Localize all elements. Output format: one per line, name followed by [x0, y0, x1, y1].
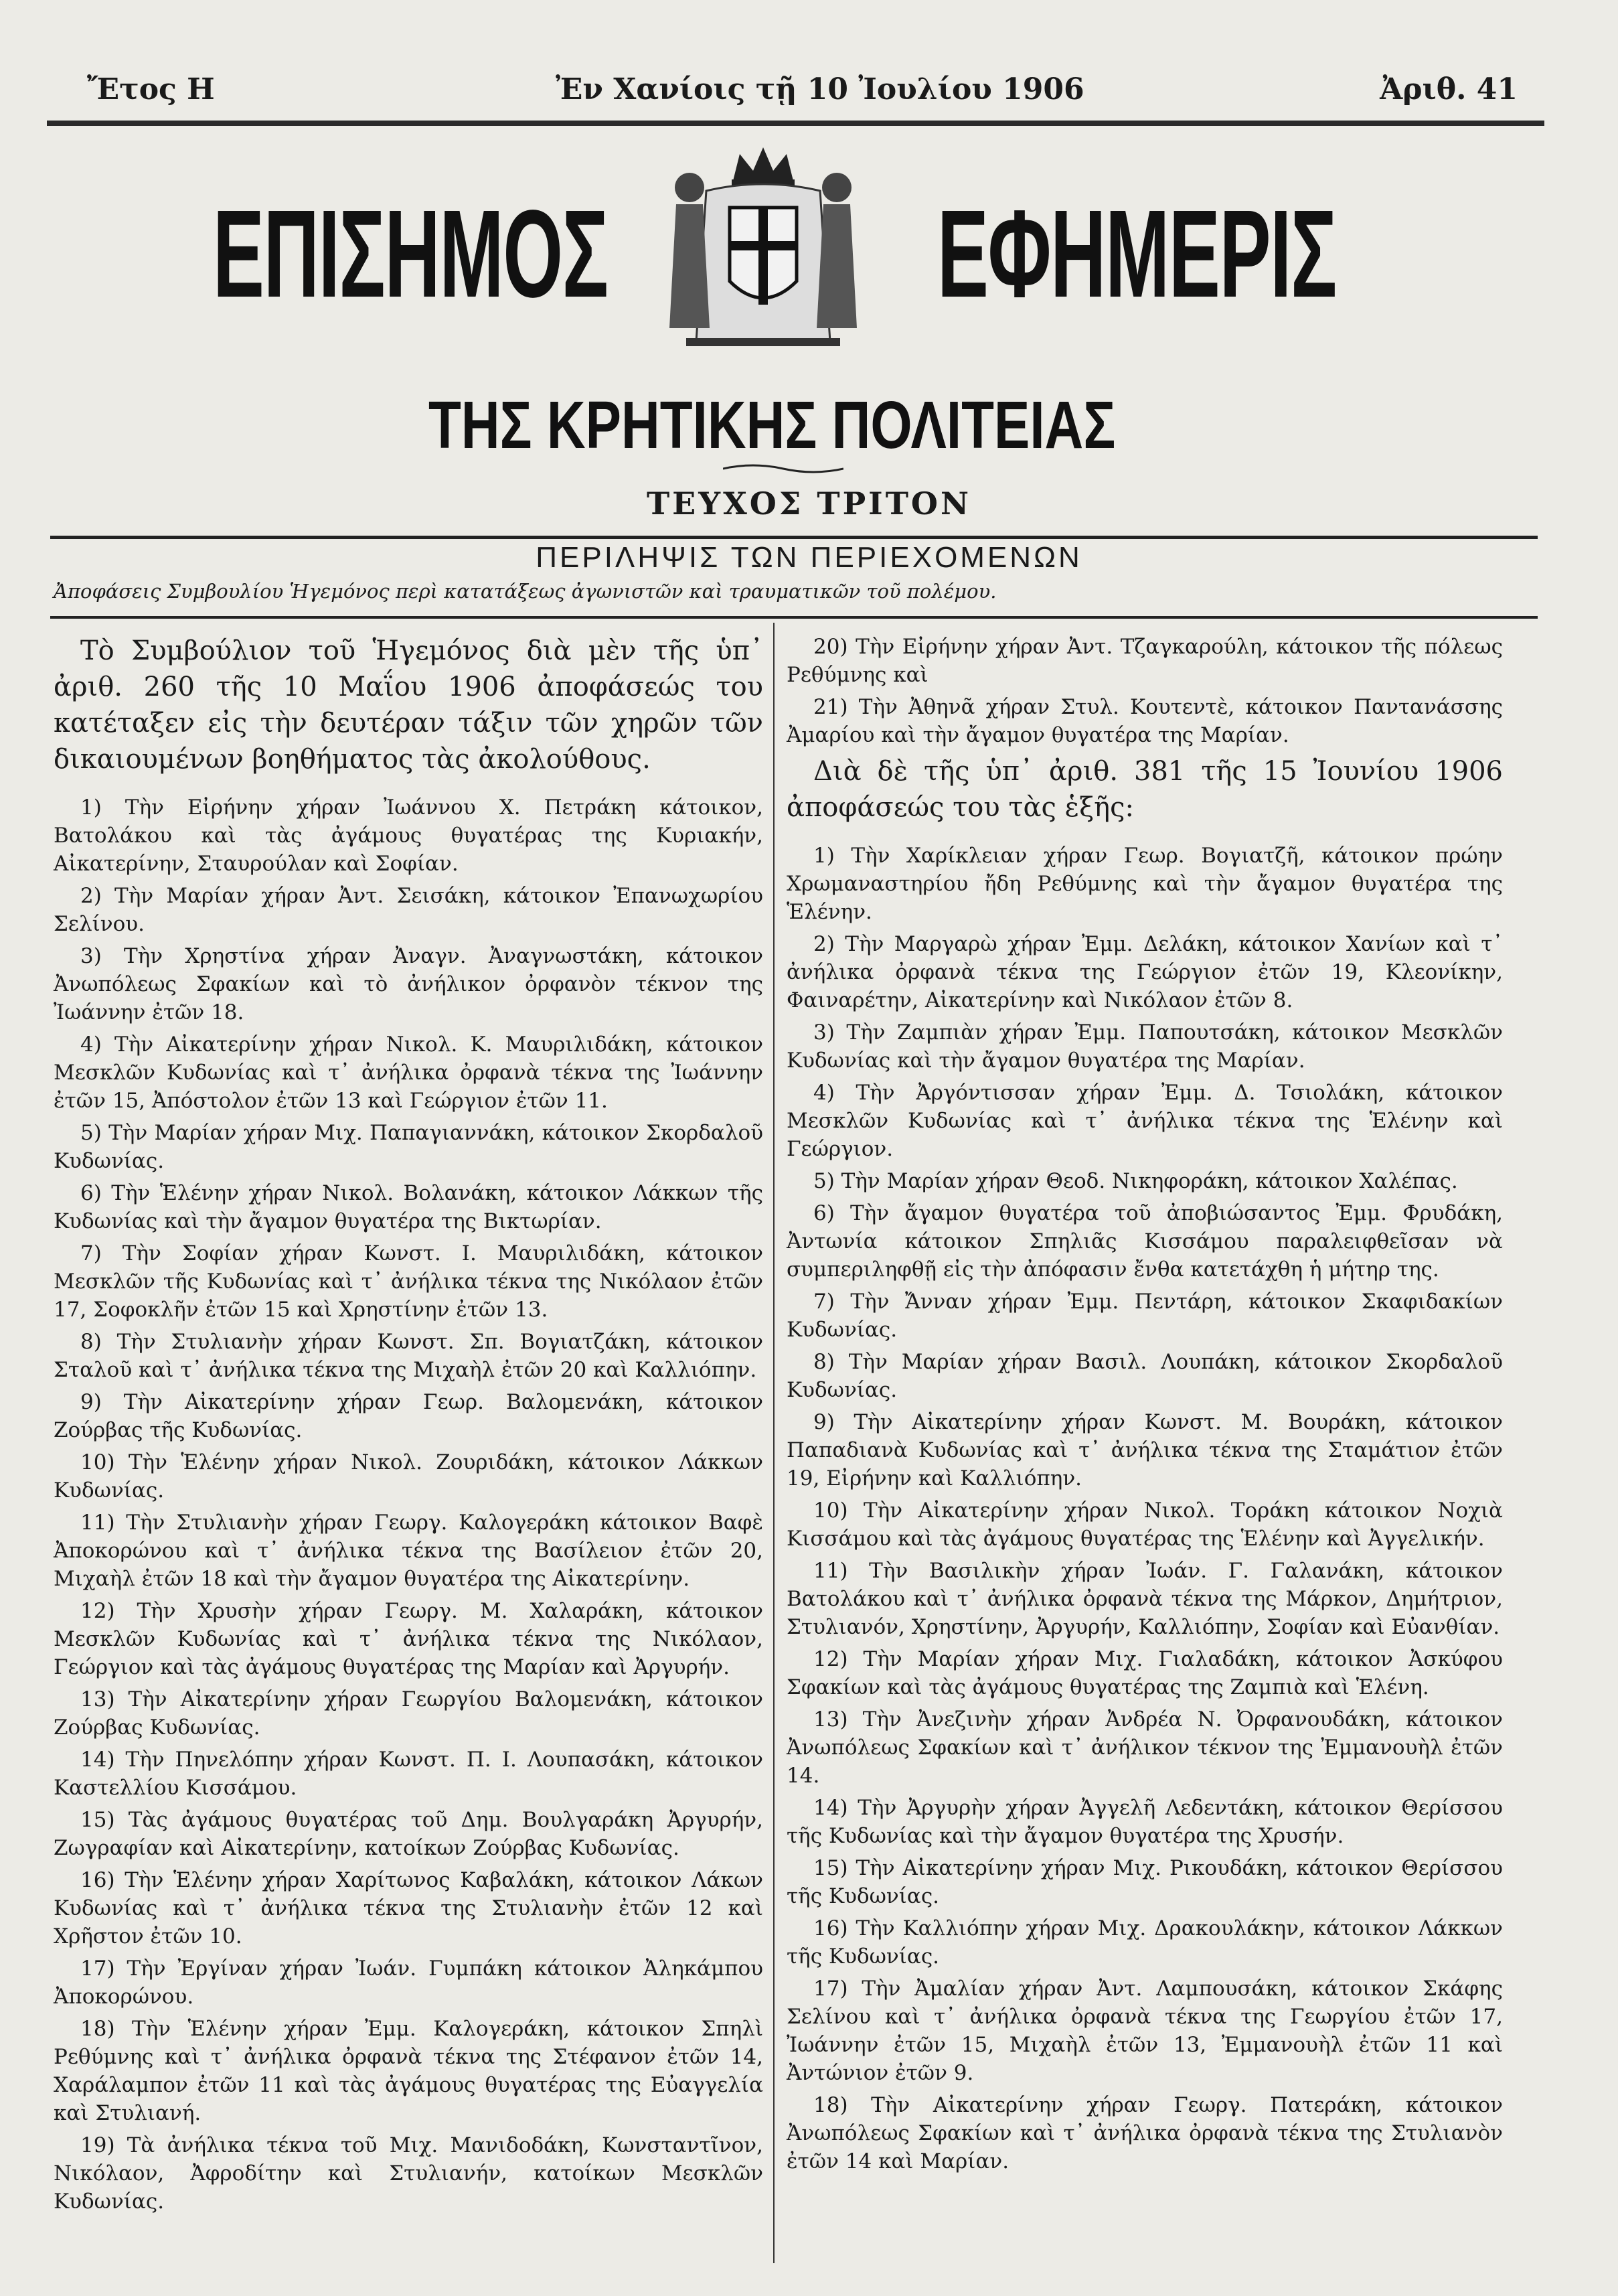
issue-label: ΤΕΥΧΟΣ ΤΡΙΤΟΝ — [646, 485, 972, 522]
top-line — [60, 72, 1518, 115]
coat-of-arms-icon — [659, 141, 867, 355]
paragraph: 12) Τὴν Χρυσὴν χήραν Γεωργ. Μ. Χαλαράκη, κάτοικον Μεσκλῶν Κυδωνίας καὶ τ᾽ ἀνήλικα τέκνα της Νικόλαον, Γεώργιον καὶ τὰς ἀγάμους θυγατέρας της Μαρίαν καὶ Ἀργυρήν. — [54, 1599, 763, 1679]
contents-title: ΠΕΡΙΛΗΨΙΣ ΤΩΝ ΠΕΡΙΕΧΟΜΕΝΩΝ — [536, 541, 1082, 574]
paragraph: 18) Τὴν Αἰκατερίνην χήραν Γεωργ. Πατεράκη, κάτοικον Ἀνωπόλεως Σφακίων καὶ τ᾽ ἀνήλικα ὀρφανὰ τέκνα της Στυλιανὸν ἐτῶν 14 καὶ Μαρίαν. — [787, 2093, 1503, 2173]
paragraph: 5) Τὴν Μαρίαν χήραν Θεοδ. Νικηφοράκη, κάτοικον Χαλέπας. — [813, 1169, 1458, 1193]
paragraph: 20) Τὴν Εἰρήνην χήραν Ἀντ. Τζαγκαρούλη, κάτοικον τῆς πόλεως Ρεθύμνης καὶ — [787, 635, 1503, 687]
contents-summary: Ἀποφάσεις Συμβουλίου Ἡγεμόνος περὶ κατατάξεως ἀγωνιστῶν καὶ τραυματικῶν τοῦ πολέμου. — [54, 580, 997, 603]
paragraph: 8) Τὴν Στυλιανὴν χήραν Κωνστ. Σπ. Βογιατζάκη, κάτοικον Σταλοῦ καὶ τ᾽ ἀνήλικα τέκνα της Μιχαὴλ ἐτῶν 20 καὶ Καλλιόπην. — [54, 1330, 763, 1382]
contents-rule — [50, 616, 1538, 619]
right-column — [787, 633, 1503, 2179]
paragraph: 14) Τὴν Ἀργυρὴν χήραν Ἀγγελῆ Λεδεντάκη, κάτοικον Θερίσσου τῆς Κυδωνίας καὶ τὴν ἄγαμον θυγατέρα της Χρυσήν. — [787, 1796, 1503, 1848]
paragraph: 13) Τὴν Ἀνεζινὴν χήραν Ἀνδρέα Ν. Ὀρφανουδάκη, κάτοικον Ἀνωπόλεως Σφακίων καὶ τ᾽ ἀνήλικον τέκνον της Ἐμμανουὴλ ἐτῶν 14. — [787, 1707, 1503, 1788]
paragraph: Τὸ Συμβούλιον τοῦ Ἡγεμόνος διὰ μὲν τῆς ὑπ᾽ ἀριθ. 260 τῆς 10 Μαΐου 1906 ἀποφάσεώς του κατέταξεν εἰς τὴν δευτέραν τάξιν τῶν χηρῶν τῶν δικαιουμένων βοηθήματος τὰς ἀκολούθους. — [54, 635, 763, 775]
column-divider — [773, 623, 775, 2263]
left-column — [54, 633, 763, 2220]
year-label: Ἔτος Η — [87, 72, 215, 106]
paragraph: 8) Τὴν Μαρίαν χήραν Βασιλ. Λουπάκη, κάτοικον Σκορδαλοῦ Κυδωνίας. — [787, 1350, 1503, 1402]
paragraph: 4) Τὴν Αἰκατερίνην χήραν Νικολ. Κ. Μαυριλιδάκη, κάτοικον Μεσκλῶν Κυδωνίας καὶ τ᾽ ἀνήλικα ὀρφανὰ τέκνα της Ἰωάννην ἐτῶν 15, Ἀπόστολον ἐτῶν 13 καὶ Γεώργιον ἐτῶν 11. — [54, 1032, 763, 1113]
paragraph: 15) Τὴν Αἰκατερίνην χήραν Μιχ. Ρικουδάκη, κάτοικον Θερίσσου τῆς Κυδωνίας. — [787, 1856, 1503, 1908]
masthead-subtitle: ΤΗΣ ΚΡΗΤΙΚΗΣ ΠΟΛΙΤΕΙΑΣ — [428, 388, 1116, 463]
paragraph: 3) Τὴν Ζαμπιὰν χήραν Ἐμμ. Παπουτσάκη, κάτοικον Μεσκλῶν Κυδωνίας καὶ τὴν ἄγαμον θυγατέρα της Μαρίαν. — [787, 1020, 1503, 1073]
ornament-divider — [723, 462, 843, 475]
paragraph: 13) Τὴν Αἰκατερίνην χήραν Γεωργίου Βαλομενάκη, κάτοικον Ζούρβας Κυδωνίας. — [54, 1687, 763, 1740]
paragraph: 11) Τὴν Στυλιανὴν χήραν Γεωργ. Καλογεράκη κάτοικον Βαφὲ Ἀποκορώνου καὶ τ᾽ ἀνήλικα τέκνα της Βασίλειον ἐτῶν 20, Μιχαὴλ ἐτῶν 18 καὶ τὴν ἄγαμον θυγατέρα της Αἰκατερίνην. — [54, 1511, 763, 1591]
paragraph: 17) Τὴν Ἐργίναν χήραν Ἰωάν. Γυμπάκη κάτοικον Ἀληκάμπου Ἀποκορώνου. — [54, 1957, 763, 2009]
paragraph: 16) Τὴν Καλλιόπην χήραν Μιχ. Δρακουλάκην, κάτοικον Λάκκων τῆς Κυδωνίας. — [787, 1916, 1503, 1969]
paragraph: 14) Τὴν Πηνελόπην χήραν Κωνστ. Π. Ι. Λουπασάκη, κάτοικον Καστελλίου Κισσάμου. — [54, 1748, 763, 1800]
paragraph: 9) Τὴν Αἰκατερίνην χήραν Γεωρ. Βαλομενάκη, κάτοικον Ζούρβας τῆς Κυδωνίας. — [54, 1390, 763, 1442]
paragraph: 10) Τὴν Ἑλένην χήραν Νικολ. Ζουριδάκη, κάτοικον Λάκκων Κυδωνίας. — [54, 1450, 763, 1503]
paragraph: 21) Τὴν Ἀθηνᾶ χήραν Στυλ. Κουτεντὲ, κάτοικον Παντανάσσης Ἀμαρίου καὶ τὴν ἄγαμον θυγατέρα της Μαρίαν. — [787, 695, 1503, 747]
masthead-title-right: ΕΦΗΜΕΡΙΣ — [937, 185, 1337, 323]
issue-rule — [50, 536, 1538, 539]
paragraph: 15) Τὰς ἀγάμους θυγατέρας τοῦ Δημ. Βουλγαράκη Ἀργυρήν, Ζωγραφίαν καὶ Αἰκατερίνην, κατοίκων Ζούρβας Κυδωνίας. — [54, 1808, 763, 1860]
paragraph: 2) Τὴν Μαρίαν χήραν Ἀντ. Σεισάκη, κάτοικον Ἐπανωχωρίου Σελίνου. — [54, 884, 763, 936]
paragraph: 4) Τὴν Ἀργόντισσαν χήραν Ἐμμ. Δ. Τσιολάκη, κάτοικον Μεσκλῶν Κυδωνίας καὶ τ᾽ ἀνήλικα τέκνα της Ἑλένην καὶ Γεώργιον. — [787, 1081, 1503, 1161]
paragraph: 6) Τὴν Ἑλένην χήραν Νικολ. Βολανάκη, κάτοικον Λάκκων τῆς Κυδωνίας καὶ τὴν ἄγαμον θυγατέρα της Βικτωρίαν. — [54, 1181, 763, 1233]
paragraph: 2) Τὴν Μαργαρὼ χήραν Ἐμμ. Δελάκη, κάτοικον Χανίων καὶ τ᾽ ἀνήλικα ὀρφανὰ τέκνα της Γεώργιον ἐτῶν 19, Κλεονίκην, Φαιναρέτην, Αἰκατερίνην καὶ Νικόλαον ἐτῶν 8. — [787, 932, 1503, 1012]
paragraph: 10) Τὴν Αἰκατερίνην χήραν Νικολ. Τοράκη κάτοικον Νοχιὰ Κισσάμου καὶ τὰς ἀγάμους θυγατέρας της Ἑλένην καὶ Ἀγγελικήν. — [787, 1499, 1503, 1551]
date-line: Ἐν Χανίοις τῇ 10 Ἰουλίου 1906 — [556, 72, 1084, 106]
masthead-title-left: ΕΠΙΣΗΜΟΣ — [213, 185, 608, 323]
paragraph: 1) Τὴν Χαρίκλειαν χήραν Γεωρ. Βογιατζῆ, κάτοικον πρώην Χρωμαναστηρίου ἤδη Ρεθύμνης καὶ τὴν ἄγαμον θυγατέρα της Ἑλένην. — [787, 844, 1503, 924]
paragraph: 9) Τὴν Αἰκατερίνην χήραν Κωνστ. Μ. Βουράκη, κάτοικον Παπαδιανὰ Κυδωνίας καὶ τ᾽ ἀνήλικα τέκνα της Σταμάτιον ἐτῶν 19, Εἰρήνην καὶ Καλλιόπην. — [787, 1410, 1503, 1490]
paragraph: Διὰ δὲ τῆς ὑπ᾽ ἀριθ. 381 τῆς 15 Ἰουνίου 1906 ἀποφάσεώς του τὰς ἑξῆς: — [787, 756, 1503, 823]
paragraph: 12) Τὴν Μαρίαν χήραν Μιχ. Γιαλαδάκη, κάτοικον Ἀσκύφου Σφακίων καὶ τὰς ἀγάμους θυγατέρας της Ζαμπιὰ καὶ Ἑλένη. — [787, 1647, 1503, 1699]
paragraph: 6) Τὴν ἄγαμον θυγατέρα τοῦ ἀποβιώσαντος Ἐμμ. Φρυδάκη, Ἀντωνία κάτοικον Σπηλιᾶς Κισσάμου παραλειφθεῖσαν νὰ συμπεριληφθῇ εἰς τὴν ἀπόφασιν ἔνθα κατετάχθη ἡ μήτηρ της. — [787, 1201, 1503, 1282]
paragraph: 16) Τὴν Ἑλένην χήραν Χαρίτωνος Καβαλάκη, κάτοικον Λάκων Κυδωνίας καὶ τ᾽ ἀνήλικα τέκνα της Στυλιανὴν ἐτῶν 12 καὶ Χρῆστον ἐτῶν 10. — [54, 1868, 763, 1948]
paragraph: 7) Τὴν Σοφίαν χήραν Κωνστ. Ι. Μαυριλιδάκη, κάτοικον Μεσκλῶν τῆς Κυδωνίας καὶ τ᾽ ἀνήλικα τέκνα της Νικόλαον ἐτῶν 17, Σοφοκλῆν ἐτῶν 15 καὶ Χρηστίνην ἐτῶν 13. — [54, 1241, 763, 1322]
paragraph: 1) Τὴν Εἰρήνην χήραν Ἰωάννου Χ. Πετράκη κάτοικον, Βατολάκου καὶ τὰς ἀγάμους θυγατέρας της Κυριακήν, Αἰκατερίνην, Σταυρούλαν καὶ Σοφίαν. — [54, 795, 763, 876]
paragraph: 7) Τὴν Ἄνναν χήραν Ἐμμ. Πεντάρη, κάτοικον Σκαφιδακίων Κυδωνίας. — [787, 1290, 1503, 1342]
paragraph: 3) Τὴν Χρηστίνα χήραν Ἀναγν. Ἀναγνωστάκη, κάτοικον Ἀνωπόλεως Σφακίων καὶ τὸ ἀνήλικον ὀρφανὸν τέκνον της Ἰωάννην ἐτῶν 18. — [54, 944, 763, 1024]
top-rule — [47, 121, 1544, 126]
paragraph: 17) Τὴν Ἀμαλίαν χήραν Ἀντ. Λαμπουσάκη, κάτοικον Σκάφης Σελίνου καὶ τ᾽ ἀνήλικα ὀρφανὰ τέκνα της Γεωργίου ἐτῶν 17, Ἰωάννην ἐτῶν 15, Μιχαὴλ ἐτῶν 13, Ἐμμανουὴλ ἐτῶν 11 καὶ Ἀντώνιον ἐτῶν 9. — [787, 1977, 1503, 2085]
paragraph: 5) Τὴν Μαρίαν χήραν Μιχ. Παπαγιαννάκη, κάτοικον Σκορδαλοῦ Κυδωνίας. — [54, 1121, 763, 1173]
paragraph: 19) Τὰ ἀνήλικα τέκνα τοῦ Μιχ. Μανιδοδάκη, Κωνσταντῖνον, Νικόλαον, Ἀφροδίτην καὶ Στυλιανήν, κατοίκων Μεσκλῶν Κυδωνίας. — [54, 2133, 763, 2214]
paragraph: 18) Τὴν Ἑλένην χήραν Ἐμμ. Καλογεράκη, κάτοικον Σπηλὶ Ρεθύμνης καὶ τ᾽ ἀνήλικα ὀρφανὰ τέκνα της Στέφανον ἐτῶν 14, Χαράλαμπον ἐτῶν 11 καὶ τὰς ἀγάμους θυγατέρας της Εὐαγγελία καὶ Στυλιανή. — [54, 2017, 763, 2125]
paragraph: 11) Τὴν Βασιλικὴν χήραν Ἰωάν. Γ. Γαλανάκη, κάτοικον Βατολάκου καὶ τ᾽ ἀνήλικα ὀρφανὰ τέκνα της Μάρκον, Δημήτριον, Στυλιανόν, Χρηστίνην, Ἀργυρήν, Καλλιόπην, Σοφίαν καὶ Εὐανθίαν. — [787, 1559, 1503, 1639]
issue-number: Ἀριθ. 41 — [1380, 72, 1518, 106]
